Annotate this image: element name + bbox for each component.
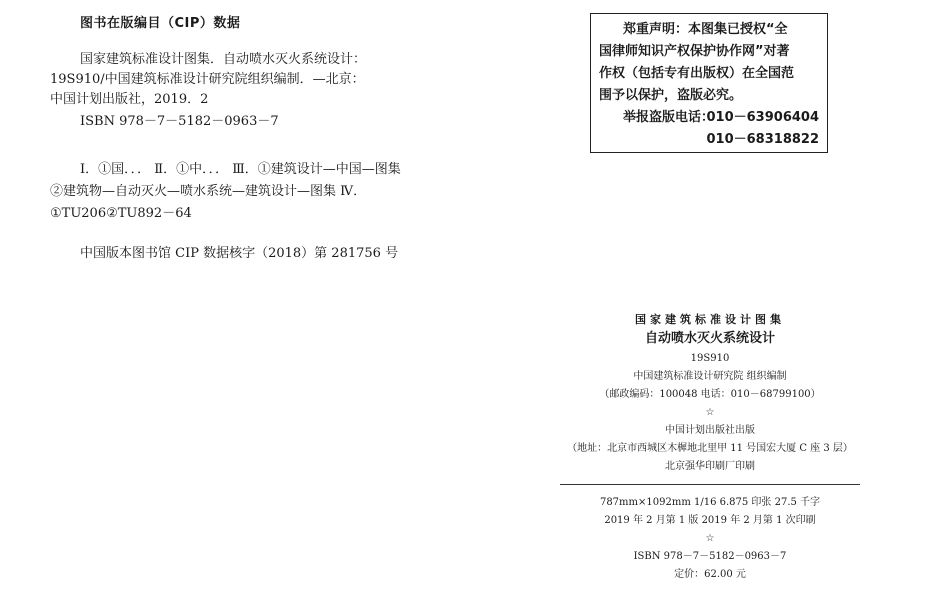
colophon-code: 19S910 — [690, 353, 730, 364]
colophon-printer: 北京强华印刷厂印刷 — [665, 461, 755, 472]
star-divider-2: ☆ — [705, 533, 715, 544]
colophon-publisher-address: （地址：北京市西城区木樨地北里甲 11 号国宏大厦 C 座 3 层） — [567, 443, 853, 454]
cip-classification-3: ①TU206②TU892－64 — [50, 206, 192, 221]
cip-heading: 图书在版编目（CIP）数据 — [80, 16, 241, 31]
cip-isbn: ISBN 978－7－5182－0963－7 — [80, 114, 279, 129]
cip-classification-1: Ⅰ．①国．．． Ⅱ．①中．．． Ⅲ．①建筑设计—中国—图集 — [80, 162, 401, 177]
colophon-edition: 2019 年 2 月第 1 版 2019 年 2 月第 1 次印刷 — [604, 515, 816, 526]
notice-line-1: 郑重声明：本图集已授权“全 — [623, 22, 788, 37]
cip-line-2: 19S910/中国建筑标准设计研究院组织编制．—北京： — [50, 72, 365, 87]
cip-line-1: 国家建筑标准设计图集．自动喷水灭火系统设计： — [80, 52, 367, 67]
colophon-isbn: ISBN 978－7－5182－0963－7 — [633, 551, 787, 562]
copyright-notice — [590, 13, 828, 153]
cip-number: 中国版本图书馆 CIP 数据核字（2018）第 281756 号 — [80, 246, 399, 261]
notice-line-4: 围予以保护，盗版必究。 — [599, 88, 743, 103]
notice-phone-2: 010－68318822 — [706, 132, 819, 147]
colophon-title: 自动喷水灭火系统设计 — [644, 331, 775, 346]
notice-line-2: 国律师知识产权保护协作网”对著 — [599, 44, 790, 59]
notice-phone-1: 010－63906404 — [706, 110, 819, 125]
notice-report-label: 举报盗版电话： — [623, 110, 715, 125]
colophon-price: 定价：62.00 元 — [674, 569, 746, 580]
colophon-compiler-contact: （邮政编码：100048 电话：010－68799100） — [599, 389, 821, 400]
colophon-publisher: 中国计划出版社出版 — [665, 425, 755, 436]
colophon-format: 787mm×1092mm 1/16 6.875 印张 27.5 千字 — [599, 497, 821, 508]
star-divider-1: ☆ — [705, 407, 715, 418]
notice-line-3: 作权（包括专有出版权）在全国范 — [599, 66, 795, 81]
cip-line-3: 中国计划出版社，2019．2 — [50, 92, 209, 107]
colophon-divider — [560, 484, 860, 485]
colophon-compiler: 中国建筑标准设计研究院 组织编制 — [633, 371, 787, 382]
colophon-series: 国家建筑标准设计图集 — [635, 313, 785, 326]
cip-classification-2: ②建筑物—自动灭火—喷水系统—建筑设计—图集 Ⅳ． — [50, 184, 367, 199]
